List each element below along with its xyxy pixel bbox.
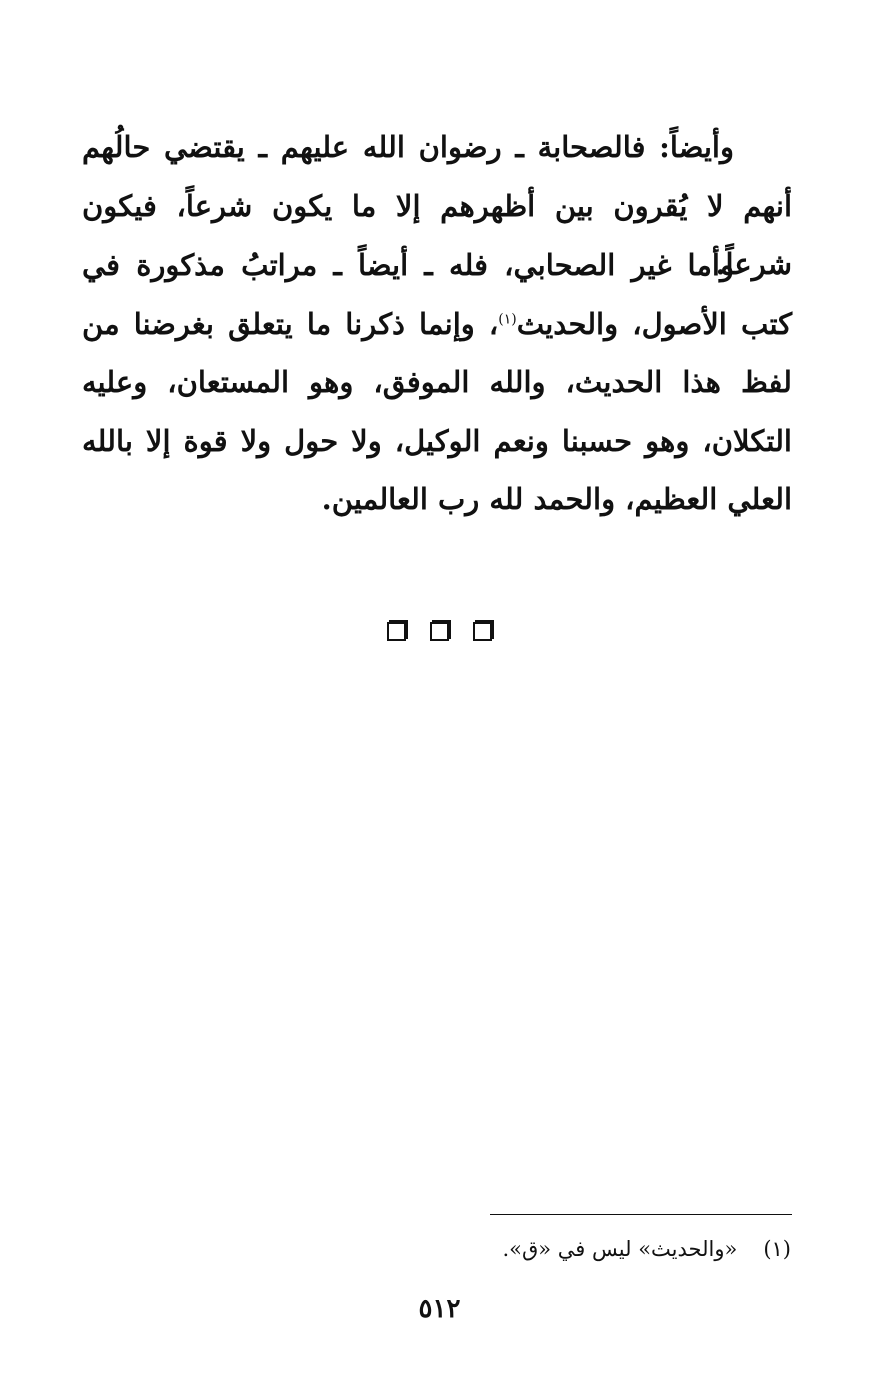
section-separator <box>0 622 879 641</box>
paragraph-2-text <box>82 236 792 529</box>
square-ornament-icon <box>430 622 449 641</box>
page-number: ٥١٢ <box>418 1294 461 1324</box>
paragraph-2-text-before-ref: وأما غير الصحابي، فله ـ أيضاً ـ مراتبُ مذكورة في كتب الأصول، والحديث <box>82 248 792 341</box>
footnote-divider <box>490 1214 792 1215</box>
square-ornament-icon <box>387 622 406 641</box>
paragraph-2 <box>82 236 792 529</box>
footnote-text: «والحديث» ليس في «ق». <box>502 1237 738 1261</box>
paragraph-2-text-after-ref: ، وإنما ذكرنا ما يتعلق بغرضنا من لفظ هذا الحديث، والله الموفق، وهو المستعان، وعليه التكلان، وهو حسبنا ونعم الوكيل، ولا حول ولا قوة إلا بالله العلي العظيم، والحمد لله رب العالمين. <box>82 306 792 516</box>
paragraph-1-text: وأيضاً: فالصحابة ـ رضوان الله عليهم ـ يقتضي حالُهم أنهم لا يُقرون بين أظهرهم إلا ما يكون شرعاً، فيكون شرعاً. <box>82 130 792 281</box>
footnote <box>502 1234 791 1264</box>
footnote-reference[interactable]: (١) <box>498 310 517 327</box>
footnote-number: (١) <box>763 1237 791 1261</box>
square-ornament-icon <box>473 622 492 641</box>
